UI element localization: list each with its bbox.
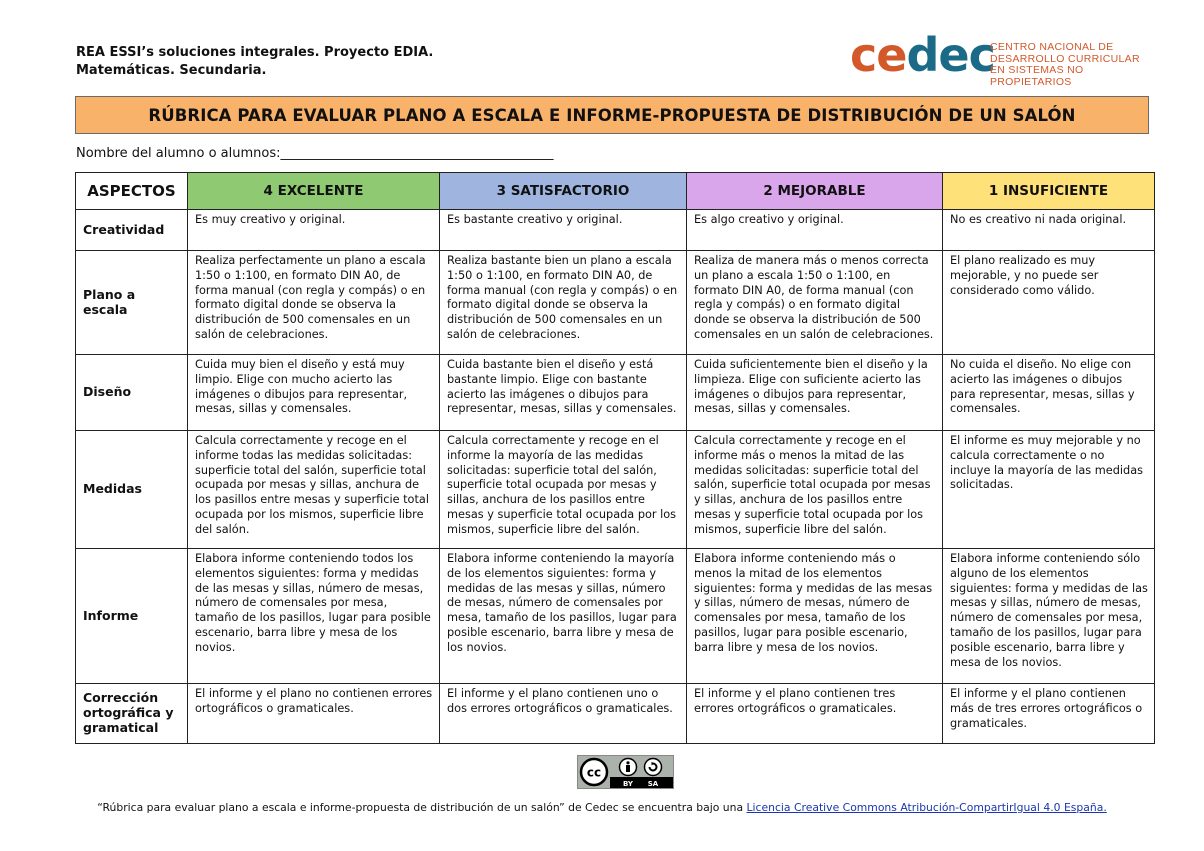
cedec-logo-word: cedec — [850, 28, 995, 82]
table-cell: El informe y el plano contienen tres errores ortográficos o gramaticales. — [687, 684, 943, 744]
table-row — [76, 684, 1155, 744]
table-cell: No cuida el diseño. No elige con acierto las imágenes o dibujos para representar, mesas, sillas y comensales. — [943, 355, 1155, 431]
table-cell: Elabora informe conteniendo la mayoría de los elementos siguientes: forma y medidas de las mesas y sillas, número de mesas, número de comensales por mesa, tamaño de los pasillos, lugar para posible escenario, barra libre y mesa de los novios. — [440, 549, 687, 684]
license-link[interactable]: Licencia Creative Commons Atribución-CompartirIgual 4.0 España. — [746, 801, 1107, 814]
table-cell: El informe y el plano no contienen errores ortográficos o gramaticales. — [188, 684, 440, 744]
table-cell: El informe y el plano contienen uno o dos errores ortográficos o gramaticales. — [440, 684, 687, 744]
document-header — [76, 44, 433, 80]
cc-license-icon — [578, 756, 673, 788]
table-cell: Es algo creativo y original. — [687, 210, 943, 251]
aspect-creatividad: Creatividad — [76, 210, 188, 251]
table-row — [76, 355, 1155, 431]
table-cell: Calcula correctamente y recoge en el informe más o menos la mitad de las medidas solicitadas: superficie total del salón, superficie total ocupada por mesas y sillas, anchura de los pasillos entre mesas y superficie total ocupada por los mismos, superficie libre del salón. — [687, 431, 943, 549]
table-cell: Es muy creativo y original. — [188, 210, 440, 251]
table-row — [76, 251, 1155, 355]
header-row — [76, 173, 1155, 210]
header-line-2: Matemáticas. Secundaria. — [76, 63, 267, 78]
table-row — [76, 210, 1155, 251]
aspect-correccion: Corrección ortográfica y gramatical — [76, 684, 188, 744]
table-cell: Elabora informe conteniendo todos los elementos siguientes: forma y medidas de las mesas y sillas, número de mesas, número de comensales por mesa, tamaño de los pasillos, lugar para posible escenario, barra libre y mesa de los novios. — [188, 549, 440, 684]
aspect-plano-a-escala: Plano a escala — [76, 251, 188, 355]
table-row — [76, 549, 1155, 684]
cc-by-sa-badge[interactable] — [577, 755, 674, 789]
rubric-table — [75, 172, 1155, 744]
table-cell: Realiza perfectamente un plano a escala 1:50 o 1:100, en formato DIN A0, de forma manual (con regla y compás) o en formato digital donde se observa la distribución de 500 comensales en un salón de celebraciones. — [188, 251, 440, 355]
svg-text:BY: BY — [622, 780, 634, 788]
table-cell: El informe y el plano contienen más de tres errores ortográficos o gramaticales. — [943, 684, 1155, 744]
rubric-title: RÚBRICA PARA EVALUAR PLANO A ESCALA E INFORME-PROPUESTA DE DISTRIBUCIÓN DE UN SALÓN — [75, 96, 1149, 134]
license-footer — [0, 801, 1204, 814]
table-cell: Realiza de manera más o menos correcta un plano a escala 1:50 o 1:100, en formato DIN A0, de forma manual (con regla y compás) o en formato digital donde se observa la distribución de 500 comensales en un salón de celebraciones. — [687, 251, 943, 355]
aspect-informe: Informe — [76, 549, 188, 684]
table-cell: El plano realizado es muy mejorable, y no puede ser considerado como válido. — [943, 251, 1155, 355]
header-line-1: REA ESSI’s soluciones integrales. Proyecto EDIA. — [76, 45, 434, 60]
svg-text:cc: cc — [586, 765, 602, 780]
cedec-logo-subtitle: CENTRO NACIONAL DE DESARROLLO CURRICULAR EN SISTEMAS NO PROPIETARIOS — [990, 41, 1140, 88]
header-aspectos: ASPECTOS — [76, 173, 188, 210]
aspect-medidas: Medidas — [76, 431, 188, 549]
header-insuficiente: 1 INSUFICIENTE — [943, 173, 1155, 210]
table-cell: Elabora informe conteniendo sólo alguno de los elementos siguientes: forma y medidas de las mesas y sillas, número de mesas, número de comensales por mesa, tamaño de los pasillos, lugar para posible escenario, barra libre y mesa de los novios. — [943, 549, 1155, 684]
table-row — [76, 431, 1155, 549]
table-cell: Calcula correctamente y recoge en el informe la mayoría de las medidas solicitadas: superficie total del salón, superficie total ocupada por mesas y sillas, anchura de los pasillos entre mesas y superficie total ocupada por los mismos, superficie libre del salón. — [440, 431, 687, 549]
cedec-logo — [850, 28, 1160, 88]
table-cell: Es bastante creativo y original. — [440, 210, 687, 251]
table-cell: Realiza bastante bien un plano a escala 1:50 o 1:100, en formato DIN A0, de forma manual (con regla y compás) o en formato digital donde se observa la distribución de 500 comensales en un salón de celebraciones. — [440, 251, 687, 355]
table-cell: Cuida muy bien el diseño y está muy limpio. Elige con mucho acierto las imágenes o dibujos para representar, mesas, sillas y comensales. — [188, 355, 440, 431]
table-cell: Elabora informe conteniendo más o menos la mitad de los elementos siguientes: forma y medidas de las mesas y sillas, número de mesas, número de comensales por mesa, tamaño de los pasillos, lugar para posible escenario, barra libre y mesa de los novios. — [687, 549, 943, 684]
table-cell: Cuida suficientemente bien el diseño y la limpieza. Elige con suficiente acierto las imágenes o dibujos para representar, mesas, sillas y comensales. — [687, 355, 943, 431]
table-cell: Cuida bastante bien el diseño y está bastante limpio. Elige con bastante acierto las imágenes o dibujos para representar, mesas, sillas y comensales. — [440, 355, 687, 431]
table-cell: No es creativo ni nada original. — [943, 210, 1155, 251]
header-mejorable: 2 MEJORABLE — [687, 173, 943, 210]
aspect-diseno: Diseño — [76, 355, 188, 431]
license-text: “Rúbrica para evaluar plano a escala e informe-propuesta de distribución de un salón” de Cedec se encuentra bajo una — [97, 801, 747, 814]
svg-text:SA: SA — [647, 780, 659, 788]
student-name-line: Nombre del alumno o alumnos:__________________________________________ — [76, 146, 554, 161]
header-satisfactorio: 3 SATISFACTORIO — [440, 173, 687, 210]
header-excelente: 4 EXCELENTE — [188, 173, 440, 210]
table-cell: Calcula correctamente y recoge en el informe todas las medidas solicitadas: superficie total del salón, superficie total ocupada por mesas y sillas, anchura de los pasillos entre mesas y superficie total ocupada por los mismos, superficie libre del salón. — [188, 431, 440, 549]
table-cell: El informe es muy mejorable y no calcula correctamente o no incluye la mayoría de las medidas solicitadas. — [943, 431, 1155, 549]
